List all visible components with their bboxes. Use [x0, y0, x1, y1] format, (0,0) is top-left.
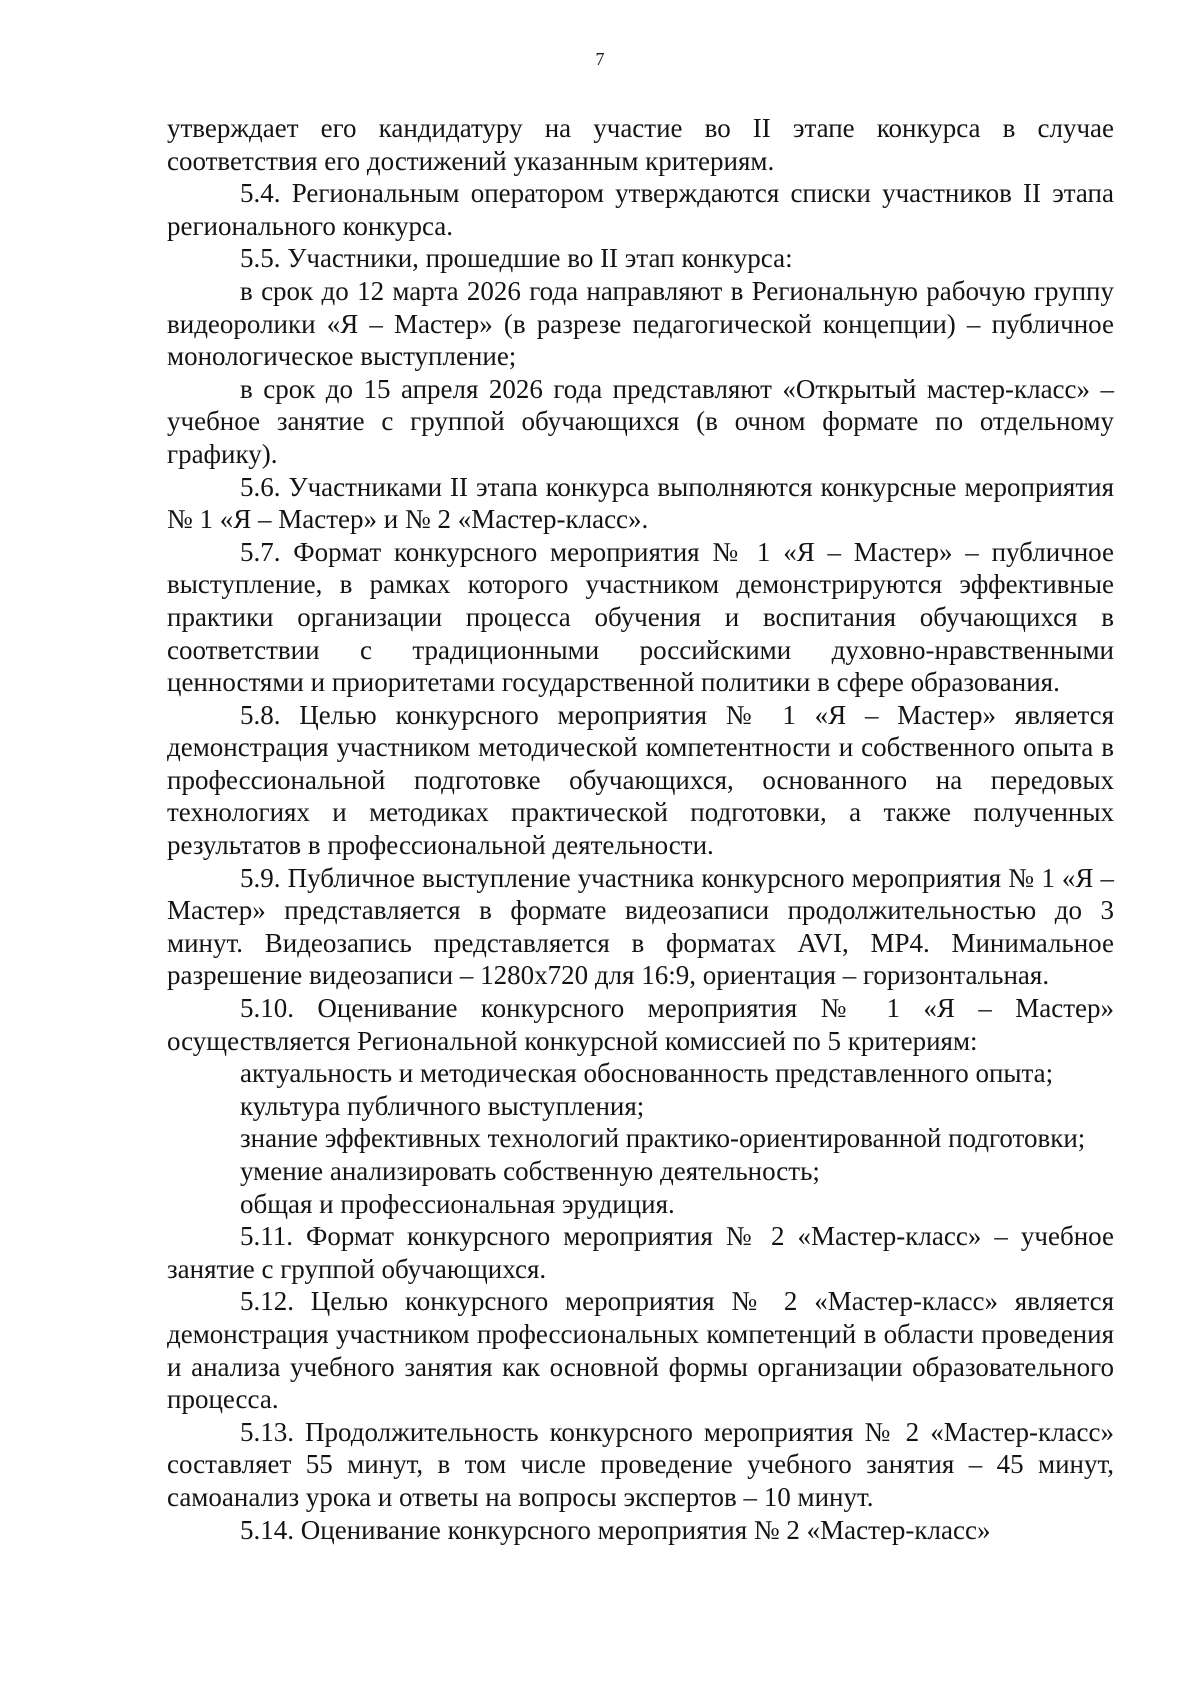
paragraph-5-12: 5.12. Целью конкурсного мероприятия № 2 «Мастер-класс» является демонстрация участником профессиональных компетенций в области проведения и анализа учебного занятия как основной формы организации образовательного процесса. — [167, 1286, 1114, 1415]
paragraph-deadline-april: в срок до 15 апреля 2026 года представляют «Открытый мастер-класс» – учебное занятие с группой обучающихся (в очном формате по отдельному графику). — [167, 373, 1114, 469]
page-number: 7 — [595, 49, 605, 69]
criterion-item: культура публичного выступления; — [240, 1090, 645, 1121]
paragraph-deadline-march: в срок до 12 марта 2026 года направляют в Региональную рабочую группу видеоролики «Я – Мастер» (в разрезе педагогической концепции) – публичное монологическое выступление; — [167, 275, 1114, 372]
paragraph-5-6: 5.6. Участниками II этапа конкурса выполняются конкурсные мероприятия № 1 «Я – Мастер» и № 2 «Мастер-класс». — [167, 471, 1114, 535]
criterion-item: общая и профессиональная эрудиция. — [240, 1188, 675, 1219]
paragraph-5-5: 5.5. Участники, прошедшие во II этап конкурса: — [240, 243, 793, 274]
paragraph-5-10: 5.10. Оценивание конкурсного мероприятия № 1 «Я – Мастер» осуществляется Региональной конкурсной комиссией по 5 критериям: — [167, 993, 1114, 1056]
paragraph-5-7: 5.7. Формат конкурсного мероприятия № 1 «Я – Мастер» – публичное выступление, в рамках которого участником демонстрируются эффективные практики организации процесса обучения и воспитания обучающихся в соответствии с традиционными российскими духовно-нравственными ценностями и приоритетами государственной политики в сфере образования. — [167, 536, 1114, 698]
criterion-item: актуальность и методическая обоснованность представленного опыта; — [240, 1058, 1054, 1089]
paragraph-5-9: 5.9. Публичное выступление участника конкурсного мероприятия № 1 «Я – Мастер» представляется в формате видеозаписи продолжительностью до 3 минут. Видеозапись представляется в форматах AVI, MP4. Минимальное разрешение видеозаписи – 1280х720 для 16:9, ориентация – горизонтальная. — [167, 862, 1114, 991]
paragraph-continuation: утверждает его кандидатуру на участие во II этапе конкурса в случае соответствия его достижений указанным критериям. — [167, 113, 1114, 176]
paragraph-5-11: 5.11. Формат конкурсного мероприятия № 2 «Мастер-класс» – учебное занятие с группой обучающихся. — [167, 1221, 1114, 1284]
paragraph-5-8: 5.8. Целью конкурсного мероприятия № 1 «Я – Мастер» является демонстрация участником методической компетентности и собственного опыта в профессиональной подготовке обучающихся, основанного на передовых технологиях и методиках практической подготовки, а также полученных результатов в профессиональной деятельности. — [167, 699, 1114, 861]
criterion-item: умение анализировать собственную деятельность; — [240, 1156, 820, 1186]
criterion-item: знание эффективных технологий практико-ориентированной подготовки; — [240, 1123, 1086, 1154]
paragraph-5-4: 5.4. Региональным оператором утверждаются списки участников II этапа регионального конкурса. — [167, 178, 1114, 241]
paragraph-5-13: 5.13. Продолжительность конкурсного мероприятия № 2 «Мастер-класс» составляет 55 минут, в том числе проведение учебного занятия – 45 минут, самоанализ урока и ответы на вопросы экспертов – 10 минут. — [167, 1416, 1114, 1512]
document-body — [167, 112, 1114, 1546]
paragraph-5-14: 5.14. Оценивание конкурсного мероприятия № 2 «Мастер-класс» — [240, 1514, 991, 1545]
